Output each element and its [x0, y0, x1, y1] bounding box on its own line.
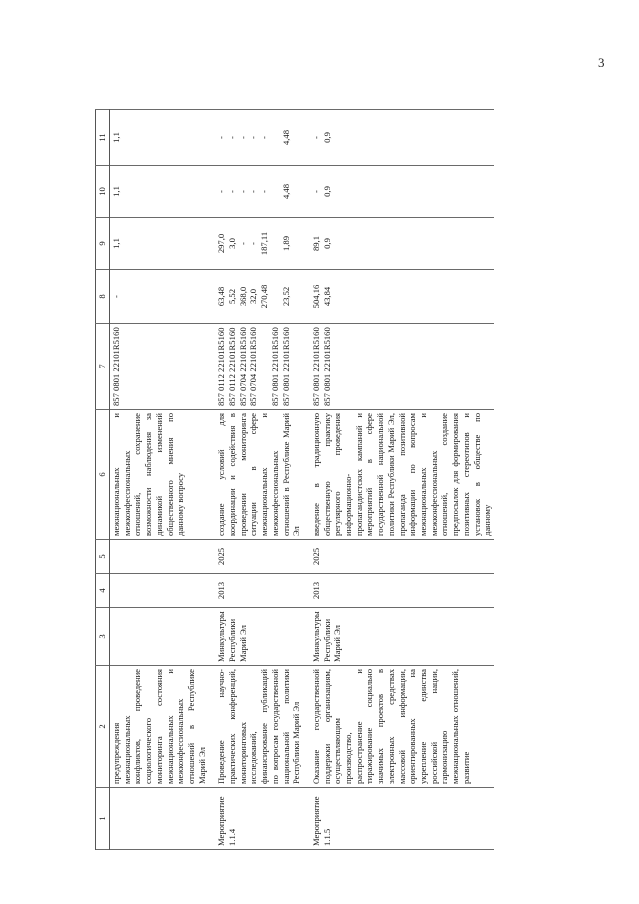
budget-code: 857 0801 22101R5160 [269, 327, 280, 406]
cell-value [303, 270, 494, 324]
cell-value [110, 110, 209, 166]
cell-value [303, 166, 494, 218]
value: - [216, 136, 227, 139]
value: 1,1 [111, 186, 121, 197]
budget-code: 857 0704 22101R5160 [248, 327, 259, 406]
value: - [111, 295, 121, 298]
budget-code: 857 0112 22101R5160 [216, 327, 227, 406]
column-header: 4 [96, 574, 110, 608]
value: 63,48 [216, 286, 227, 307]
cell-executor: Минкультуры Республики Марий Эл [303, 608, 494, 666]
cell-executor: Минкультуры Республики Марий Эл [208, 608, 303, 666]
table-row [110, 110, 209, 850]
value: 89,1 [310, 235, 321, 252]
cell-value [208, 110, 303, 166]
cell-value [110, 218, 209, 270]
cell-result: межнациональных и межконфессиональных отношений, сохранение возможности наблюдения за динамикой изменений общественного мнения по данному вопросу [110, 410, 209, 540]
value: - [237, 242, 248, 245]
cell-end-year [110, 540, 209, 574]
budget-code [259, 327, 270, 406]
cell-value [208, 218, 303, 270]
cell-description: Оказание государственной поддержки организациям, осуществляющим производство, распространение и тиражирование социально значимых проектов в электронных средствах массовой информации, ориентированных на укрепление единства российской нации, гармонизацию межнациональных отношений, развитие [303, 666, 494, 788]
value: - [216, 190, 227, 193]
cell-result: введение в традиционную общественную практику регулярного проведения информационно-пропагандистских кампаний и мероприятий в сфере государственной национальной политики Республики Марий Эл, пропаганда позитивной информации по вопросам межнациональных и межконфессиональных отношений, создание предпосылок для формирования позитивных стереотипов и установок в обществе по данному [303, 410, 494, 540]
value: 187,11 [259, 231, 270, 256]
column-header: 5 [96, 540, 110, 574]
value: 0,9 [321, 132, 332, 143]
value: - [248, 242, 259, 245]
value: 368,0 [237, 286, 248, 307]
value: - [237, 136, 248, 139]
column-header: 6 [96, 410, 110, 540]
value: - [310, 136, 321, 139]
cell-value [208, 270, 303, 324]
value: 32,0 [248, 288, 259, 305]
value: 0,9 [321, 238, 332, 249]
cell-description: предупреждения межнациональных конфликтов, проведение социологического мониторинга состояния межнациональных и межконфессиональных отношений в Республике Марий Эл [110, 666, 209, 788]
value: 23,52 [280, 286, 291, 307]
column-header: 3 [96, 608, 110, 666]
cell-activity: Мероприятие 1.1.5 [303, 788, 494, 850]
value: 43,84 [321, 286, 332, 307]
value: 4,48 [280, 129, 291, 146]
column-header: 10 [96, 166, 110, 218]
value: - [310, 190, 321, 193]
value: - [248, 190, 259, 193]
value: 270,48 [259, 284, 270, 309]
cell-start-year: 2013 [208, 574, 303, 608]
column-header: 9 [96, 218, 110, 270]
cell-value [303, 218, 494, 270]
budget-code: 857 0801 22101R5160 [280, 327, 291, 406]
header-row [96, 110, 110, 850]
value: 4,48 [280, 183, 291, 200]
cell-start-year [110, 574, 209, 608]
budget-code: 857 0801 22101R5160 [310, 327, 321, 406]
table-row [208, 110, 303, 850]
value: 1,1 [111, 238, 121, 249]
cell-result: создание условий для координации и содействия в проведении мониторинга ситуации в сфере межнациональных и межконфессиональных отношений в Республике Марий Эл [208, 410, 303, 540]
value: - [237, 190, 248, 193]
value: 3,0 [227, 238, 238, 249]
value: 504,16 [310, 284, 321, 309]
value: 1,1 [111, 132, 121, 143]
value: 1,89 [280, 235, 291, 252]
cell-activity: Мероприятие 1.1.4 [208, 788, 303, 850]
cell-end-year: 2025 [303, 540, 494, 574]
budget-code: 857 0704 22101R5160 [237, 327, 248, 406]
cell-budget-code [208, 324, 303, 410]
cell-value [208, 166, 303, 218]
cell-budget-code [110, 324, 209, 410]
value: - [259, 136, 270, 139]
value: - [248, 136, 259, 139]
cell-budget-code [303, 324, 494, 410]
program-table [95, 109, 494, 850]
column-header: 1 [96, 788, 110, 850]
value: - [227, 136, 238, 139]
column-header: 11 [96, 110, 110, 166]
value: 5,52 [227, 288, 238, 305]
cell-executor [110, 608, 209, 666]
cell-description: Проведение научно-практических конференций, мониторинговых исследований, финансирование публикаций по вопросам государственной национальной политики Республики Марий Эл [208, 666, 303, 788]
column-header: 7 [96, 324, 110, 410]
cell-value [303, 110, 494, 166]
cell-value [110, 270, 209, 324]
cell-value [110, 166, 209, 218]
column-header: 2 [96, 666, 110, 788]
table-row [303, 110, 494, 850]
value: - [227, 190, 238, 193]
budget-code: 857 0801 22101R5160 [111, 327, 121, 406]
cell-activity [110, 788, 209, 850]
page-number: 3 [598, 55, 605, 70]
value: 0,9 [321, 186, 332, 197]
value: 297,0 [216, 233, 227, 254]
cell-start-year: 2013 [303, 574, 494, 608]
budget-code: 857 0801 22101R5160 [321, 327, 332, 406]
value: - [259, 190, 270, 193]
column-header: 8 [96, 270, 110, 324]
cell-end-year: 2025 [208, 540, 303, 574]
rotated-table-region [95, 110, 615, 850]
budget-code: 857 0112 22101R5160 [227, 327, 238, 406]
